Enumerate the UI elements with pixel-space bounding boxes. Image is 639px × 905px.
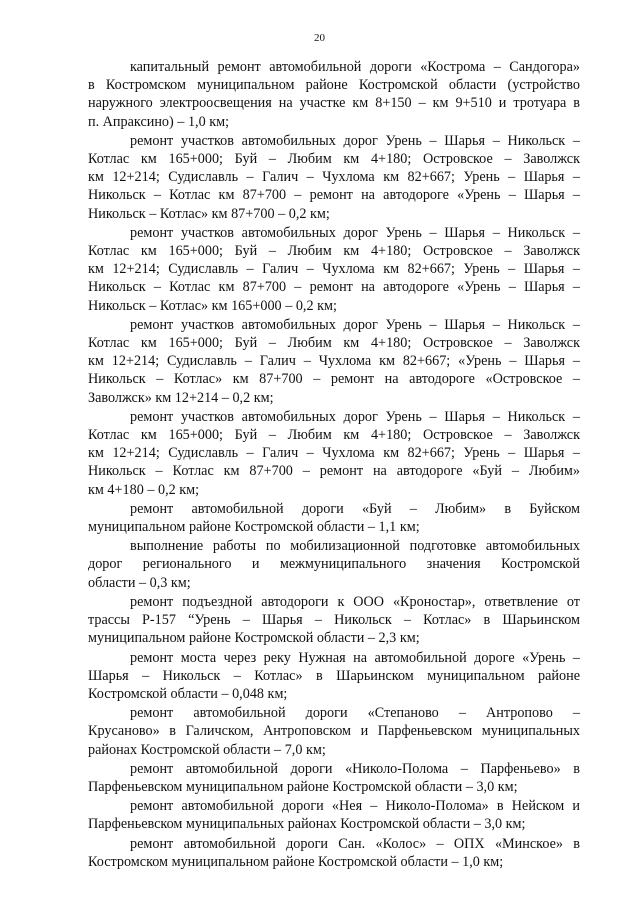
paragraph-line: муниципальном районе Костромской области – 2,3 км; — [88, 630, 420, 647]
paragraph-line: ремонт автомобильной дороги Сан. «Колос» – ОПХ «Минское» в — [130, 835, 580, 852]
paragraph — [88, 649, 580, 704]
paragraph-line: области – 0,3 км; — [88, 574, 191, 591]
paragraph-line: км 12+214; Судиславль – Галич – Чухлома км 82+667; «Урень – Шарья – — [88, 353, 580, 370]
paragraph-line: ремонт автомобильной дороги «Нея – Николо-Полома» в Нейском и — [130, 798, 580, 815]
paragraph-line: ремонт автомобильной дороги «Степаново – Антропово – — [130, 705, 580, 722]
paragraph-line: ремонт подъездной автодороги к ООО «Кроностар», ответвление от — [130, 593, 580, 610]
paragraph — [88, 132, 580, 223]
paragraph-line: км 12+214; Судиславль – Галич – Чухлома км 82+667; Урень – Шарья – — [88, 261, 580, 278]
paragraph-line: муниципальном районе Костромской области – 1,1 км; — [88, 519, 420, 536]
paragraph-line: Крусаново» в Галичском, Антроповском и Парфеньевском муниципальных — [88, 723, 580, 740]
paragraph-line: Никольск – Котлас км 87+700 – ремонт на автодороге «Урень – Шарья – — [88, 279, 580, 296]
paragraph-line: ремонт участков автомобильных дорог Урень – Шарья – Никольск – — [130, 316, 580, 333]
paragraph-line: Заволжск» км 12+214 – 0,2 км; — [88, 389, 274, 406]
paragraph-line: км 4+180 – 0,2 км; — [88, 481, 200, 498]
paragraph-line: км 12+214; Судиславль – Галич – Чухлома км 82+667; Урень – Шарья – — [88, 445, 580, 462]
paragraph-line: ремонт автомобильной дороги «Буй – Любим» в Буйском — [130, 500, 580, 517]
paragraph — [88, 316, 580, 407]
paragraph-line: км 12+214; Судиславль – Галич – Чухлома км 82+667; Урень – Шарья – — [88, 169, 580, 186]
paragraph-line: Костромском муниципальном районе Костромской области – 1,0 км; — [88, 853, 504, 870]
paragraph-line: п. Апраксино) – 1,0 км; — [88, 113, 230, 130]
paragraph — [88, 537, 580, 592]
paragraph-line: Никольск – Котлас» км 165+000 – 0,2 км; — [88, 297, 337, 314]
paragraph — [88, 704, 580, 759]
paragraph-line: Никольск – Котлас» км 87+700 – 0,2 км; — [88, 205, 330, 222]
paragraph-line: Котлас км 165+000; Буй – Любим км 4+180; Островское – Заволжск — [88, 335, 580, 352]
paragraph-line: Парфеньевском муниципальных районах Костромской области – 3,0 км; — [88, 816, 526, 833]
paragraph-line: Котлас км 165+000; Буй – Любим км 4+180; Островское – Заволжск — [88, 151, 580, 168]
paragraph-line: Никольск – Котлас км 87+700 – ремонт на автодороге «Буй – Любим» — [88, 463, 580, 480]
paragraph-line: Котлас км 165+000; Буй – Любим км 4+180; Островское – Заволжск — [88, 427, 580, 444]
paragraph-line: ремонт участков автомобильных дорог Урень – Шарья – Никольск – — [130, 408, 580, 425]
paragraph — [88, 500, 580, 536]
paragraph — [88, 593, 580, 648]
paragraph-line: Шарья – Никольск – Котлас» в Шарьинском муниципальном районе — [88, 667, 580, 684]
paragraph-line: трассы Р-157 “Урень – Шарья – Никольск – Котлас» в Шарьинском — [88, 612, 580, 629]
paragraph-line: районах Костромской области – 7,0 км; — [88, 741, 326, 758]
paragraph — [88, 797, 580, 833]
paragraph — [88, 760, 580, 796]
page-number: 20 — [314, 32, 325, 44]
paragraph — [88, 224, 580, 315]
paragraph-line: выполнение работы по мобилизационной подготовке автомобильных — [130, 538, 580, 555]
paragraph-line: Костромской области – 0,048 км; — [88, 685, 288, 702]
paragraph-line: Парфеньевском муниципальном районе Костромской области – 3,0 км; — [88, 778, 518, 795]
paragraph-line: ремонт моста через реку Нужная на автомобильной дороге «Урень – — [130, 649, 580, 666]
paragraph-line: ремонт участков автомобильных дорог Урень – Шарья – Никольск – — [130, 224, 580, 241]
paragraph-line: ремонт автомобильной дороги «Николо-Полома – Парфеньево» в — [130, 760, 580, 777]
paragraph — [88, 835, 580, 871]
paragraph — [88, 58, 580, 131]
paragraph-line: ремонт участков автомобильных дорог Урень – Шарья – Никольск – — [130, 132, 580, 149]
paragraph-line: в Костромском муниципальном районе Костромской области (устройство — [88, 77, 580, 94]
paragraph-line: Никольск – Котлас» км 87+700 – ремонт на автодороге «Островское – — [88, 371, 580, 388]
paragraph-line: капитальный ремонт автомобильной дороги «Кострома – Сандогора» — [130, 59, 580, 75]
paragraph — [88, 408, 580, 499]
paragraph-line: Никольск – Котлас км 87+700 – ремонт на автодороге «Урень – Шарья – — [88, 187, 580, 204]
document-body — [88, 58, 580, 872]
paragraph-line: дорог регионального и межмуниципального значения Костромской — [88, 556, 580, 573]
paragraph-line: Котлас км 165+000; Буй – Любим км 4+180; Островское – Заволжск — [88, 243, 580, 260]
paragraph-line: наружного электроосвещения на участке км 8+150 – км 9+510 и тротуара в — [88, 95, 580, 112]
